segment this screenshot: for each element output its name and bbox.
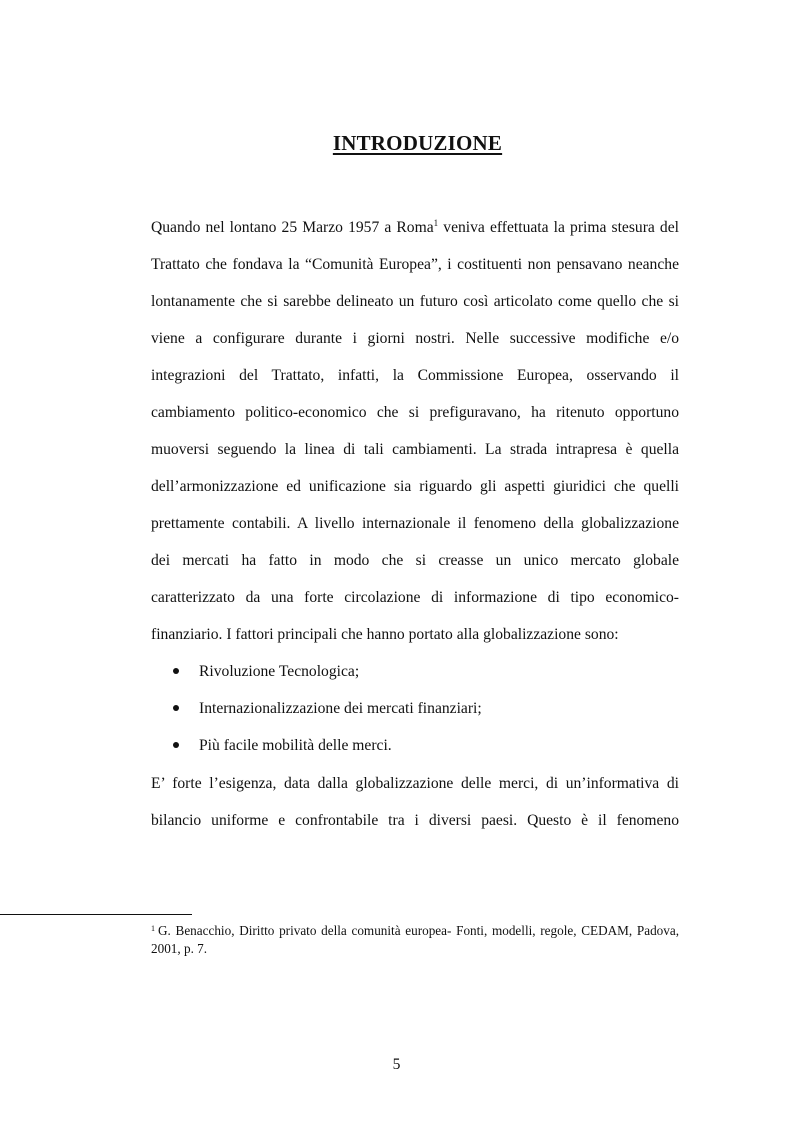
list-item-text: Internazionalizzazione dei mercati finanziari; (199, 700, 482, 717)
footnote-line: 2001, p. 7. (151, 941, 208, 956)
bullet-list (151, 653, 679, 764)
paragraph-2 (151, 765, 679, 839)
paragraph-line: Trattato che fondava la “Comunità Europea”, i costituenti non pensavano neanche (151, 256, 679, 273)
bullet-icon (173, 705, 179, 711)
paragraph-line: caratterizzato da una forte circolazione di informazione di tipo economico- (151, 589, 679, 606)
paragraph-line: viene a configurare durante i giorni nostri. Nelle successive modifiche e/o (151, 330, 679, 347)
paragraph-line: bilancio uniforme e confrontabile tra i diversi paesi. Questo è il fenomeno (151, 812, 679, 829)
footnote-line (151, 922, 679, 940)
paragraph-line: muoversi seguendo la linea di tali cambiamenti. La strada intrapresa è quella (151, 441, 679, 458)
paragraph-line-text: Quando nel lontano 25 Marzo 1957 a Roma (151, 219, 434, 236)
paragraph-line: E’ forte l’esigenza, data dalla globalizzazione delle merci, di un’informativa di (151, 775, 679, 792)
paragraph-line: cambiamento politico-economico che si prefiguravano, ha ritenuto opportuno (151, 404, 679, 421)
paragraph-1 (151, 209, 679, 653)
paragraph-line: integrazioni del Trattato, infatti, la Commissione Europea, osservando il (151, 367, 679, 384)
paragraph-line: dei mercati ha fatto in modo che si creasse un unico mercato globale (151, 552, 679, 569)
page-title: INTRODUZIONE (332, 131, 503, 155)
paragraph-line (151, 209, 679, 246)
list-item (151, 690, 679, 727)
footnote-number: 1 (151, 924, 155, 933)
footnote-divider (0, 914, 192, 915)
paragraph-line: finanziario. I fattori principali che hanno portato alla globalizzazione sono: (151, 626, 619, 643)
paragraph-line-text: veniva effettuata la prima stesura del (438, 219, 679, 236)
list-item (151, 653, 679, 690)
footnote (151, 922, 679, 958)
page-number: 5 (392, 1056, 401, 1073)
bullet-icon (173, 668, 179, 674)
footnote-reference[interactable]: 1 (433, 218, 439, 228)
bullet-icon (173, 742, 179, 748)
paragraph-line: dell’armonizzazione ed unificazione sia riguardo gli aspetti giuridici che quelli (151, 478, 679, 495)
list-item (151, 727, 679, 764)
paragraph-line: lontanamente che si sarebbe delineato un futuro così articolato come quello che si (151, 293, 679, 310)
paragraph-line: prettamente contabili. A livello internazionale il fenomeno della globalizzazione (151, 515, 679, 532)
list-item-text: Rivoluzione Tecnologica; (199, 663, 360, 680)
list-item-text: Più facile mobilità delle merci. (199, 737, 392, 754)
footnote-text: G. Benacchio, Diritto privato della comunità europea- Fonti, modelli, regole, CEDAM, Padova, (158, 923, 679, 938)
